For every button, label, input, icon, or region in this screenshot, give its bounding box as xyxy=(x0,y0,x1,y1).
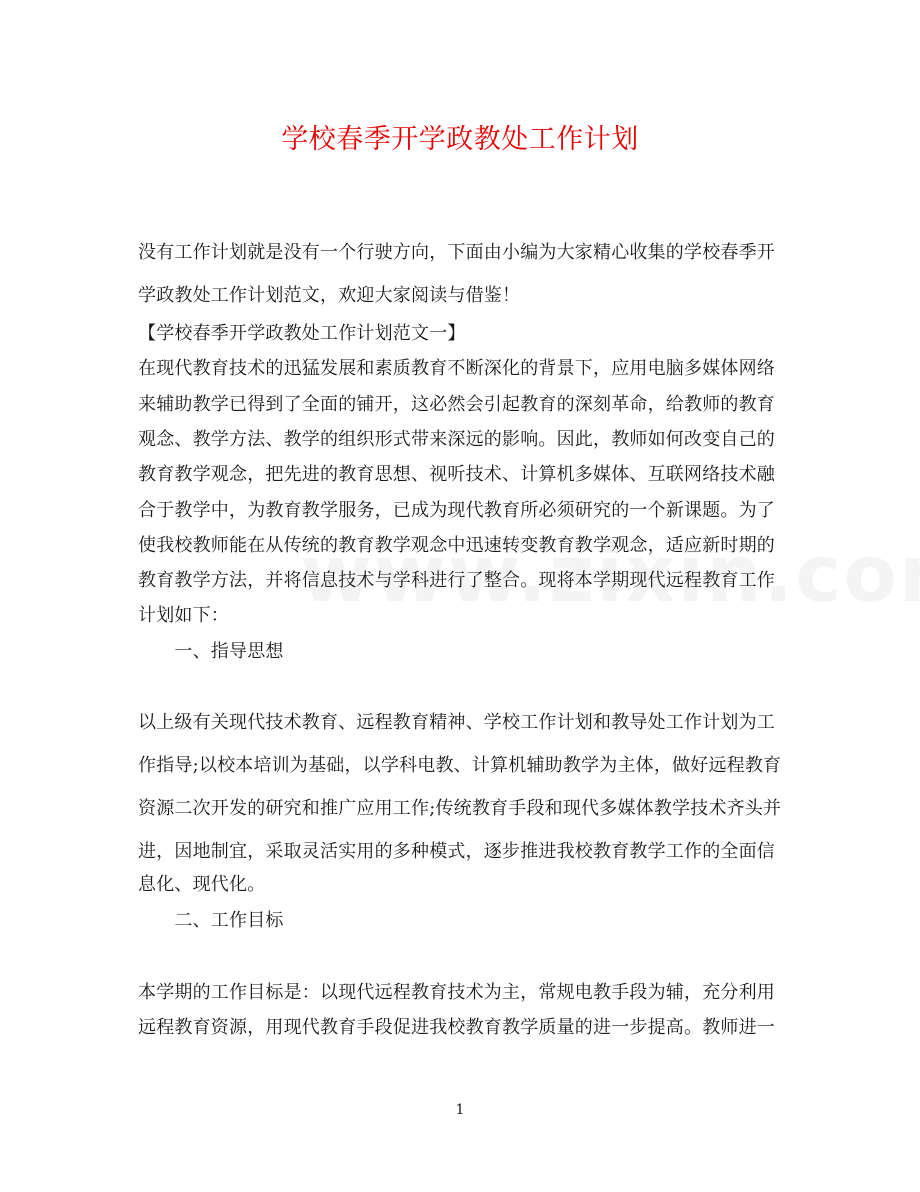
paragraph-line: 息化、现代化。 xyxy=(138,874,266,895)
section-heading-1: 【学校春季开学政教处工作计划范文一】 xyxy=(138,323,466,344)
paragraph-line: 本学期的工作目标是：以现代远程教育技术为主，常规电教手段为辅，充分利用 xyxy=(138,982,775,1003)
paragraph-line: 作指导;以校本培训为基础，以学科电教、计算机辅助教学为主体，做好远程教育 xyxy=(138,755,782,776)
paragraph-line: 资源二次开发的研究和推广应用工作;传统教育手段和现代多媒体教学技术齐头并 xyxy=(138,798,782,819)
paragraph-line: 进，因地制宜，采取灵活实用的多种模式，逐步推进我校教育教学工作的全面信 xyxy=(138,841,775,862)
paragraph-line: 来辅助教学已得到了全面的铺开，这必然会引起教育的深刻革命，给教师的教育 xyxy=(138,394,775,415)
paragraph-line: 合于教学中，为教育教学服务，已成为现代教育所必须研究的一个新课题。为了 xyxy=(138,500,775,521)
intro-line-1: 没有工作计划就是没有一个行驶方向，下面由小编为大家精心收集的学校春季开 xyxy=(138,242,775,263)
paragraph-line: 教育教学观念，把先进的教育思想、视听技术、计算机多媒体、互联网络技术融 xyxy=(138,464,775,485)
intro-line-2: 学政教处工作计划范文，欢迎大家阅读与借鉴！ xyxy=(138,285,521,306)
paragraph-line: 教育教学方法，并将信息技术与学科进行了整合。现将本学期现代远程教育工作 xyxy=(138,570,775,591)
paragraph-line: 计划如下： xyxy=(138,605,229,626)
subheading-work-goals: 二、工作目标 xyxy=(138,910,284,931)
subheading-guiding-thought: 一、指导思想 xyxy=(138,641,284,662)
paragraph-line: 在现代教育技术的迅猛发展和素质教育不断深化的背景下，应用电脑多媒体网络 xyxy=(138,358,775,379)
document-title: 学校春季开学政教处工作计划 xyxy=(281,124,639,155)
page-number: 1 xyxy=(455,1102,465,1118)
paragraph-line: 使我校教师能在从传统的教育教学观念中迅速转变教育教学观念，适应新时期的 xyxy=(138,535,775,556)
paragraph-line: 观念、教学方法、教学的组织形式带来深远的影响。因此，教师如何改变自己的 xyxy=(138,429,775,450)
paragraph-line: 以上级有关现代技术教育、远程教育精神、学校工作计划和教导处工作计划为工 xyxy=(138,712,775,733)
paragraph-line: 远程教育资源，用现代教育手段促进我校教育教学质量的进一步提高。教师进一 xyxy=(138,1017,775,1038)
